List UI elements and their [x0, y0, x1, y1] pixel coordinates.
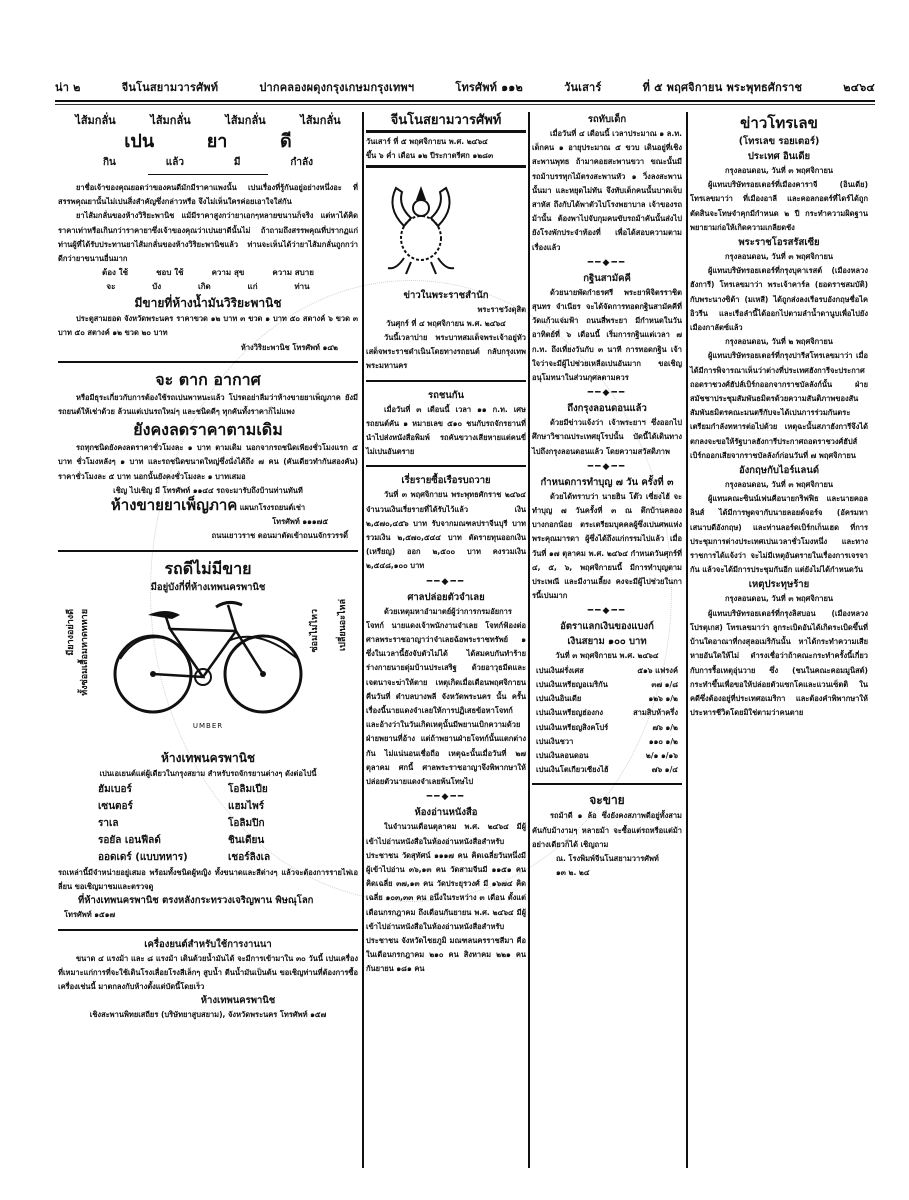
bicycle-illustration-area: [58, 599, 358, 749]
article-title: ห้องอ่านหนังสือ: [414, 807, 478, 819]
dateline: กรุงลอนดอน, วันที่ ๒ พฤศจิกายน: [725, 337, 833, 347]
ad-subheadline: ยังคงลดราคาตามเดิม: [133, 420, 283, 440]
side-text-right: ซ่อมไม่ไหว: [309, 608, 320, 653]
shop-dept: แผนกโรงรถยนต์เช่า: [239, 503, 306, 513]
rate-value: สามสิบห้าครึ่ง: [633, 708, 678, 718]
ad-car-rental: [58, 369, 358, 544]
article-title: รถทับเด็ก: [587, 114, 627, 125]
article-car-collision: [366, 388, 526, 460]
shop-name: ห้างเทพนครพานิช: [200, 995, 276, 1007]
article-body: วันนี้เวลาบ่าย พระบาทสมเด็จพระเจ้าอยู่หัว เสด็จพระราชดำเนินโดยทางรถยนต์ กลับกรุงเทพพระมหานคร: [366, 333, 526, 371]
section-divider: [58, 361, 358, 363]
article-body: ด้วยมีข่าวแจ้งว่า เจ้าพระยาฯ ซึ่งออกไปศึกษาวิชาณประเทศยุโรปนั้น บัดนี้ได้เดินทางไปถึงกรุงลอนดอนแล้ว โดยความสวัสดิภาพ: [532, 418, 682, 456]
article-reading-room: [366, 805, 526, 976]
shop-address: ถนนเยาวราช ตอนมาตัดเข้าถนนจักรวรรดิ์: [211, 531, 348, 541]
ad-headline: [58, 130, 358, 154]
benefits-row: [58, 280, 358, 294]
column-divider: [362, 112, 364, 1168]
article-title: ศาลปล่อยตัวจำเลย: [407, 591, 485, 603]
exchange-title: อัตราแลกเงินของแบงก์: [560, 621, 654, 633]
article-body: ผู้แทนคณะซินน์เฟนคือนายกริฟฟิธ และนายคอลลินส์ ได้มีการพูดจากับนายลอยด์จอร์จ (อัครมหาเสนาบดีอังกฤษ) และท่านลอร์ดเบิร์กเก็นเฮด ที่การประชุมการต่างประเทศเปนเวลาชั่วโมงหนึ่ง และทางราชการได้แจ้งว่า จะไม่มีเหตุอันตรายในเรื่องการเจรจากัน แล้วจะได้มีการประชุมกันอีก แต่ยังไม่ได้กำหนดวัน: [690, 494, 868, 575]
section-divider: [58, 550, 358, 552]
ad-headline: เครื่องยนต์สำหรับใช้การงานนา: [144, 938, 272, 950]
column-telegram-news: [690, 112, 868, 1170]
brand-item: ราเล: [98, 817, 119, 829]
exchange-date: วันที่ ๓ พฤศจิกายน พ.ศ. ๒๔๖๔: [555, 651, 659, 661]
article-court-release: [366, 590, 526, 790]
ad-body: ยาไส้มกลั่นของห้างวิริยะพานิช แม้มีราคาสูงกว่ายาเอกๆหลายขนานก็จริง แต่หาได้คิดราคาเท่าหรือเกินกว่าราคายาซึ่งเจ้าของคุณว่าเปนยาดีนั้นไม่ ถ้าถามถึงสรรพคุณที่ปรากฏแก่ท่านผู้ที่ได้รับประทานยาไส้มกลั่นของห้างวิริยะพานิชแล้ว ท่านจะเห็นได้ว่ายาไส้มกลั่นถูกกว่า ดีกว่ายาขนานอื่นมาก: [58, 211, 358, 264]
page-masthead: [55, 78, 875, 96]
rate-value: ๑๑๐ ๑/๒: [648, 736, 678, 746]
exchange-row: [532, 692, 682, 706]
article-date: วันศุกร์ ที่ ๔ พฤศจิกายน พ.ศ. ๒๔๖๔: [386, 318, 506, 328]
rate-value: ๓๗ ๑/๘: [651, 679, 678, 689]
shop-name: ห้างขายยาเพ็ญภาค: [110, 496, 238, 515]
header-word: ไส้มกลั่น: [150, 114, 191, 127]
rate-label: เปนเงินฝรั่งเศส: [536, 665, 584, 675]
ad-body: รถเหล่านี้มีจำหน่ายอยู่เสมอ พร้อมทั้งชนิดผู้หญิง ทั้งขนาดและสีต่างๆ แล้วจะต้องการรายไฟเอลี่ยน ขอเชิญมาชมและตรวจดู: [58, 867, 358, 892]
dateline: กรุงลอนดอน, วันที่ ๓ พฤศจิกายน: [725, 252, 833, 262]
article-body: ผู้แทนบริษัทรอยเตอร์ที่กรุงบุคาเรสต์ (เมืองหลวงฮังการี) โทรเลขมาว่า พระเจ้าคาร์ล (ยอดราชสมบัติ) กับพระนางซิต้า (มเหสี) ได้ถูกส่งลงเรือรบอังกฤษชื่อไคอิวรีน และเรือลำนี้ได้ออกไปตามลำน้ำดานูบเพื่อไปยังเมืองกาลัตซ์แล้ว: [690, 266, 868, 333]
ad-medicine: [58, 112, 358, 355]
issue-date: ที่ ๕ พฤศจิกายน พระพุทธศักราช: [642, 81, 803, 94]
article-byline: พระราชวังดุสิต: [477, 304, 526, 314]
rate-label: เปนเงินโตเกียวเซียงไฮ้: [536, 765, 609, 775]
headline-word: ยา: [206, 131, 228, 152]
headline-word: เปน: [124, 131, 155, 152]
benefit-word: ความ สุข: [211, 268, 245, 278]
ad-subheadline: มีอยู่บังกี่ที่ห้างเทพนครพานิช: [150, 581, 266, 593]
brand-item: รอยัล เอนฟีลด์: [98, 834, 161, 846]
dateline: กรุงลอนดอน, วันที่ ๓ พฤศจิกายน: [725, 594, 833, 604]
article-title: ข่าวในพระราชสำนัก: [403, 289, 489, 301]
column-divider: [528, 112, 530, 1168]
ad-engine: [58, 937, 358, 1023]
exchange-row: [532, 763, 682, 777]
bicycle-icon: [108, 599, 308, 719]
subline-word: มี: [233, 157, 241, 168]
brand-item: ชินเดียน: [228, 834, 265, 846]
country-heading: ประเทศ อินเดีย: [747, 151, 811, 162]
ad-body: ยาชื่อเจ้าของคุณยอดว่าของคนดีมักมีราคาแพงนั้น เปนเรื่องที่รู้กันอยู่อย่างหนึ่งอะ ที่สรรพคุณยานั้นไม่เปนสิ่งสำคัญซึ่งกล่าวหรือ จึงไม่เห็นใครค่อยเอาใจใส่กัน: [58, 183, 358, 207]
article-child-run-over: [532, 112, 682, 255]
header-word: ไส้มกลั่น: [225, 114, 266, 127]
rate-label: เปนเงินเหรียญอเมริกัน: [536, 679, 608, 689]
subline-word: กิน: [102, 157, 116, 168]
article-warship-donation: [366, 473, 526, 573]
article-title: รถชนกัน: [427, 389, 465, 401]
article-body: เมื่อวันที่ ๓ เดือนนี้ เวลา ๑๑ ก.ท. เศษ รถยนต์คัน ๑ หมายเลข ๕๑๐ ชนกับรถจักรยานที่นำไปส่งหนังสือพิมพ์ รถคันขวางเสียหายแต่คนขี่ไม่เปนอันตราย: [366, 404, 526, 457]
article-merit-making: [532, 475, 682, 604]
article-kathin: [532, 271, 682, 385]
rate-label: เปนเงินชวา: [536, 736, 574, 746]
brand-item: เชอร์ลิงเล: [228, 851, 271, 863]
exchange-row: [532, 678, 682, 692]
brand-item: โอลิมเปีย: [228, 783, 268, 795]
ad-headline: รถดีไม่มีขาย: [164, 558, 252, 578]
article-body: ผู้แทนบริษัทรอยเตอร์ที่กรุงปารีสโทรเลขมาว่า เมื่อได้มีการพิจารณาเห็นว่าต่างที่ประเทศฮังการีจะประกาศถอดราชวงศ์ฮัปส์เบิร์กออกจากราชบัลลังก์นั้น ฝ่ายสมัชชาประชุมสัมพันธมิตรด้วยความสันติภาพของสันสัมพันธมิตรคณะมนตรีกับจะได้เปนการร่วมกันตระเตรียมกำลังทหารต่อไปด้วย เหตุฉะนั้นสภาฮังการีจึงได้ตกลงจะขอให้รัฐบาลฮังการีประกาศถอดราชวงศ์ฮัปส์เบิร์กออกเสียจากราชบัลลังก์ก่อนวันที่ ๗ พฤศจิกายน: [690, 351, 868, 460]
ad-bicycle: [58, 558, 358, 923]
ad-intro: เปนเอเยนต์แต่ผู้เดียวในกรุงสยาม สำหรับรถจักรยานต่างๆ ดังต่อไปนี้: [99, 768, 317, 778]
issue-year: ๒๔๖๔: [843, 81, 875, 94]
article-title: พระราชโอรสรัสเซีย: [738, 237, 820, 249]
office-address: ปากคลองผดุงกรุงเกษมกรุงเทพฯ: [259, 81, 415, 94]
shop-phone: โทรศัพท์ ๑๕๑๗: [64, 910, 116, 920]
ad-subline: [58, 154, 358, 172]
ornament-divider: ━━◆━━: [587, 257, 627, 268]
rate-label: เปนเงินอินเดีย: [536, 694, 582, 704]
rate-label: เปนเงินลอนดอน: [536, 750, 589, 760]
shop-phone: โทรศัพท์ ๑๑๑๗๕: [272, 517, 328, 527]
article-title: เรี่ยรายซื้อเรือรบถวาย: [401, 475, 491, 487]
contact: ณ. โรงพิมพ์จีนโนสยามวารศัพท์: [556, 853, 659, 863]
exchange-rates: [532, 619, 682, 777]
office-phone: โทรศัพท์ ๑๑๒: [455, 81, 523, 94]
ornament-divider: ━━◆━━: [587, 606, 627, 617]
rate-value: ๒/๑ ๑/๑๖: [645, 750, 678, 760]
ad-contact: เชิญ ไปเชิญ มี โทรศัพท์ ๑๑๔๔ รถจะมารับถึงบ้านท่านทันที: [113, 485, 303, 495]
divider: [148, 174, 268, 175]
brand-list: [58, 781, 358, 866]
column-domestic-news: [366, 112, 526, 1170]
article-body: ในจำนวนเดือนตุลาคม พ.ศ. ๒๔๖๔ มีผู้เข้าไปอ่านหนังสือในห้องอ่านหนังสือสำหรับประชาชน วัดสุทัศน์ ๑๑๑๗ คน คิดเฉลี่ยวันหนึ่งมีผู้เข้าไปอ่าน ๓๖,๑๓ คน วัดสามจีนมี ๑๑๕๑ คน คิดเฉลี่ย ๓๗,๑๓ คน วัดประยุรวงศ์ มี ๑๖๗๔ คิดเฉลี่ย ๑๐๓,๓๓ คน อนึ่งในระหว่าง ๓ เดือน ตั้งแต่เดือนกรกฎาคม ถึงเดือนกันยายน พ.ศ. ๒๔๖๔ มีผู้เข้าไปอ่านหนังสือในห้องอ่านหนังสือสำหรับประชาชน จังหวัดไชยภูมิ มณฑลนครราชสีมา คือในเดือนกรกฎาคม ๒๑๐ คน สิงหาคม ๒๒๑ คน กันยายน ๑๘๑ คน: [366, 822, 526, 974]
side-text-right: เปลี่ยนอะไหล่: [337, 598, 348, 651]
masthead-rule-thin: [55, 104, 875, 105]
ornament-divider: ━━◆━━: [426, 792, 466, 803]
ad-body: หรือมีธุระเกี่ยวกับการต้องใช้รถเปนพาหนะแล้ว โปรดอย่าลืมว่าห้างขายยาเพ็ญภาค ยังมีรถยนต์ให้เช่าด้วย ล้วนแต่เปนรถใหม่ๆ และชนิดดีๆ ทุกคันทั้งราคาก็ไม่แพง: [58, 392, 358, 417]
benefit-word: จะ: [106, 282, 116, 292]
exchange-row: [532, 664, 682, 678]
section-divider: [532, 783, 682, 785]
dateline: วันเสาร์ ที่ ๕ พฤศจิกายน พ.ศ. ๒๔๖๔: [366, 137, 488, 146]
subline-word: กำลัง: [290, 157, 314, 168]
section-title: ข่าวโทรเลข: [740, 114, 818, 132]
exchange-row: [532, 721, 682, 735]
benefit-word: ท่าน: [294, 282, 310, 292]
benefit-word: เกิด: [197, 282, 211, 292]
bike-brand: UMBER: [192, 721, 224, 730]
exchange-row: [532, 749, 682, 763]
rate-value: ๗๖ ๑/๔: [651, 765, 678, 775]
issue-day: วันเสาร์: [564, 81, 602, 94]
rate-value: ๑๒๖ ๑/๒: [648, 694, 678, 704]
side-text-left: ทั้งซ่อมเสื้อมหาดทหาย: [80, 608, 90, 696]
ad-signature: ห้างวิริยะพานิช โทรศัพท์ ๑๔๒: [240, 342, 338, 352]
shop-address: เชิงสะพานพิทยเสถียร (บริษัทยาสูบสยาม), จังหวัดพระนคร โทรศัพท์ ๑๕๗: [89, 1010, 327, 1020]
article-body: เมื่อวันที่ ๔ เดือนนี้ เวลาประมาณ ๑ ล.ท. เด็กคน ๑ อายุประมาณ ๕ ขวบ เดินอยู่ที่เชิงสะพานพุทธ ถ้ามาคอยสะพานขวา ขณะนั้นมีรถม้าบรรทุกไม้ตรงสะพานหัว ๑ วิ่งลงสะพานนั้นมา และหยุดไม่ทัน จึงทับเด็กคนนั้นบาดเจ็บสาหัส ถึงกับได้พาตัวไปโรงพยาบาล เจ้าของรถม้านั้น ต้องพาไปจับกุมคนขับรถม้าคันนั้นส่งไปยังโรงพักประจำท้องที่ เพื่อได้สอบความตามเรื่องแล้ว: [532, 129, 682, 252]
headline-word: ดี: [279, 131, 292, 152]
subline-word: แล้ว: [165, 157, 184, 168]
brand-item: แฮมไพร์: [228, 800, 265, 812]
article-title: อังกฤษกับไอร์แลนด์: [738, 465, 820, 477]
benefit-word: ชอบ ใช้: [156, 268, 184, 278]
shop-name: ห้างเทพนครพานิช: [160, 750, 256, 765]
article-title: เหตุประทุษร้าย: [748, 579, 810, 591]
article-title: จะขาย: [589, 793, 625, 808]
paper-name: จีนโนสยามวารศัพท์: [121, 81, 219, 94]
classified-for-sale: [532, 791, 682, 880]
ornament-divider: ━━◆━━: [426, 576, 466, 587]
garuda-emblem-icon: [366, 178, 476, 278]
header-word: ไส้มกลั่น: [75, 114, 116, 127]
header-word: ไส้มกลั่น: [300, 114, 341, 127]
benefits-row: [58, 266, 358, 280]
article-body: ผู้แทนบริษัทรอยเตอร์ที่เมืองคาราจี (อินเดีย) โทรเลขมาว่า ที่เมืองอาลี และคอลกอตร์ที่ไดร์ได้ถูกตัดสินจะโทษจำคุกมีกำหนด ๒ ปี กระทำความผิดฐานพยายามก่อให้เกิดความเกลียดชัง: [690, 180, 868, 232]
ad-price: ประตูสามยอด จังหวัดพระนคร ราคาขวด ๑๒ บาท ๓ ขวด ๑ บาท ๕๐ สตางค์ ๖ ขวด ๓ บาท ๕๐ สตางค์ ๑๒ ขวด ๒๐ บาท: [58, 314, 358, 338]
brand-item: เซนตอร์: [98, 800, 133, 812]
side-text-left: มียางอย่างดี: [66, 608, 76, 656]
column-divider: [686, 112, 688, 1168]
masthead-rule: [55, 100, 875, 102]
brand-item: ฮัมเบอร์: [98, 783, 132, 795]
ad-shop-line: [58, 498, 358, 515]
column-advertisements: [58, 112, 358, 1170]
section-divider: [366, 465, 526, 467]
page-number: น่า ๒: [55, 81, 81, 94]
article-body: รถม้าดี ๑ ล้อ ซึ่งยังคงสภาพดีอยู่ทั้งสามคันกับม้างามๆ หลายม้า จะซื้อแต่รถหรือแต่ม้าอย่างเดียวก็ได้ เชิญถาม: [532, 811, 682, 849]
rate-value: ๕๑๖ แฟรงค์: [637, 665, 678, 675]
column-local-news: [532, 112, 682, 1170]
benefit-word: แก่: [247, 282, 258, 292]
section-divider: [366, 380, 526, 382]
ornament-divider: ━━◆━━: [587, 388, 627, 399]
article-body: วันที่ ๓ พฤศจิกายน พระพุทธศักราช ๒๔๖๔ จำนวนเงินเรี่ยรายที่ได้รับไว้แล้ว เงิน ๒,๕๗๐,๔๕๖ บาท รับจากมณฑลปราจีนบุรี บาท รวมเงิน ๒,๕๗๐,๕๔๔ บาท ตัดรายทุนออกเงิน (เหรียญ) ออก ๒,๕๐๐ บาท คงรวมเงิน ๒,๕๔๘,๑๐๐ บาท: [366, 490, 526, 571]
dateline-box: [366, 130, 526, 168]
article-court-news: [366, 288, 526, 374]
article-title: ถึงกรุงลอนดอนแล้ว: [567, 403, 647, 415]
brand-item: โอลิมปิก: [228, 817, 265, 829]
exchange-row: [532, 735, 682, 749]
benefit-word: ต้อง ใช้: [102, 268, 129, 278]
ad-repeat-header: [58, 112, 358, 130]
rate-label: เปนเงินเหรียญสิงคโปร์: [536, 722, 609, 732]
ornament-divider: ━━◆━━: [587, 461, 627, 472]
article-title: กฐินสามัคคี: [583, 272, 631, 284]
article-title: กำหนดการทำบุญ ๗ วัน ครั้งที่ ๓: [540, 476, 674, 488]
ad-body: ขนาด ๔ แรงม้า และ ๘ แรงม้า เดินด้วยน้ำมันได้ จะมีการเข้ามาใน ๓๐ วันนี้ เปนเครื่องที่เหมาะแก่การที่จะใช้เดินโรงเลื่อยโรงสีเล็กๆ สูบน้ำ ตีนน้ำมันเป็นต้น ขอเชิญท่านที่ต้องการซื้อเครื่องเช่นนี้ มาตกลงกับห้างตั้งแต่บัดนี้โดยเร็ว: [58, 953, 358, 992]
dateline: กรุงลอนดอน, วันที่ ๓ พฤศจิกายน: [725, 480, 833, 490]
section-divider: [58, 929, 358, 931]
article-body: ด้วยนายพัดกำธรศรี พระยาพิจิตรราชิตสุนทร จำเนียร จะได้จัดการทอดกฐินสามัคคีที่วัดแก้วแจ่มฟ้า ถนนสี่พระยา มีกำหนดในวันอาทิตย์ที่ ๖ เดือนนี้ เริ่มการกฐินแต่เวลา ๗ ก.ท. ถึงเที่ยงวันกับ ๓ นาที การทอดกฐิน เจ้าใจว่าจะมีผู้ไปช่วยเหลือเปนอันมาก ขอเชิญอนุโมทนาในส่วนกุศลตามควร: [532, 287, 682, 383]
article-body: ผู้แทนบริษัทรอยเตอร์ที่กรุงลิสบอน (เมืองหลวงโปรตุเกส) โทรเลขมาว่า ลูกระเบิดอันได้เกิดระเบิดขึ้นที่บ้านใดอาณาที่กงสุลอเมริกันนั้น หาได้กระทำความเสียหายอันใดให้ไม่ ดำรงเชื่อว่าถ้าคณะกระทำครั้งนี้เกี่ยวกับการรื้อเหตุอุ่นวาย ซึ่ง (ชนในคณะคอมมูนิสต์) กระทำขึ้นเพื่อขอให้ปล่อยตัวแซกโคและแวนเซ็ตติ ในคดีซึ่งต้องอยู่ที่ประเทศอเมริกา และต้องคำพิพากษาให้ประหารชีวิตโดยมิใช่ตามว่าคนตาย: [690, 608, 868, 718]
rate-label: เปนเงินเหรียญฮ่องกง: [536, 708, 604, 718]
brand-item: ออดเดร์ (แบบทหาร): [98, 851, 188, 863]
article-body: ด้วยได้ทราบว่า นายฮิน โต๊ว เซี่ยงไฮ้ จะทำบุญ ๗ วันครั้งที่ ๓ ณ ตึกบ้านคลองบางกอกน้อย ตระเตรียมบุคคลผู้ซึ่งเปนศพแห่งพระคุณมารดา ผู้ซึ่งได้ถึงแก่กรรมไปแล้ว เมื่อวันที่ ๑๗ ตุลาคม พ.ศ. ๒๔๖๔ กำหนดวันศุกร์ที่ ๔, ๕, ๖, พฤศจิกายนนี้ มีการทำบุญตามประเพณี และมีงานเลี้ยง คงจะมีผู้ไปช่วยในการนี้เปนมาก: [532, 491, 682, 601]
ad-sold-at: มีขายที่ห้างน้ำมันวิริยะพานิช: [134, 296, 282, 311]
exchange-row: [532, 706, 682, 720]
dateline: กรุงลอนดอน, วันที่ ๓ พฤศจิกายน: [725, 166, 833, 175]
article-body: ด้วยเหตุมหาอำมาตย์ผู้ว่าการกรมอัยการโจทก์ นายแดงเจ้าพนักงานจำเลย โจทก์ฟ้องต่อศาลพระราชอาญาว่าจำเลยฉ้อพระราชทรัพย์ ๑ ซึ่งในเวลานี้ยังจับตัวไม่ได้ ได้สมคบกันทำร้ายร่างกายนายดุ่มบ้านประเสริฐ ด้วยอาวุธมีดและเจตนาจะฆ่าให้ตาย เหตุเกิดเมื่อเดือนพฤศจิกายน คืนวันที่ ตำบลบางพลี จังหวัดพระนคร นั้น ครั้นเรื่องนี้นายแดงจำเลยให้การปฏิเสธข้อหาโจทก์ และอ้างว่าในวันเกิดเหตุนั้นมีพยานเบิกความด้วย ฝ่ายพยานที่อ้าง แต่ถ้าพยานฝ่ายโจทก์นั้นแตกต่างกัน ไม่แน่นอนเชื่อถือ เหตุฉะนั้นเมื่อวันที่ ๒๗ ตุลาคม ศกนี้ ศาลพระราชอาญาจึงพิพากษาให้ปล่อยตัวนายแดงจำเลยพ้นโทษไป: [366, 606, 526, 787]
nameplate: จีนโนสยามวารศัพท์: [390, 113, 502, 128]
ad-headline: จะ ตาก อากาศ: [155, 369, 261, 389]
shop-address: ที่ห้างเทพนครพานิช ตรงหลังกระทรวงเจริญพาน พิษณุโลก: [78, 895, 314, 907]
dateline-lunar: ขึ้น ๖ ค่ำ เดือน ๑๒ ปีระกาตรีศก ๑๒๘๓: [366, 151, 494, 161]
benefit-word: ความ สบาย: [272, 268, 314, 278]
rate-value: ๗๖ ๑/๒: [652, 722, 678, 732]
article-arrival-london: [532, 401, 682, 459]
exchange-subtitle: เงินสยาม ๑๐๐ บาท: [567, 636, 647, 648]
benefit-word: บัง: [152, 282, 162, 292]
classified-code: ๑๓ ๒. ๒๔: [556, 868, 590, 878]
ad-body: รถทุกชนิดยังคงลดราคาชั่วโมงละ ๑ บาท ตามเดิม นอกจากรถชนิดเพียงชั่วโมงแรก ๕ บาท ชั่วโมงหลังๆ ๑ บาท และรถชนิดขนาดใหญ่ซึ่งนั่งได้ถึง ๗ คน (คันเดียวทำกันสองคัน) ราคาชั่วโมงละ ๕ บาท นอกนั้นยังคงชั่วโมงละ ๑ บาทเสมอ: [58, 443, 358, 481]
section-subtitle: (โทรเลข รอยเตอร์): [738, 136, 820, 147]
